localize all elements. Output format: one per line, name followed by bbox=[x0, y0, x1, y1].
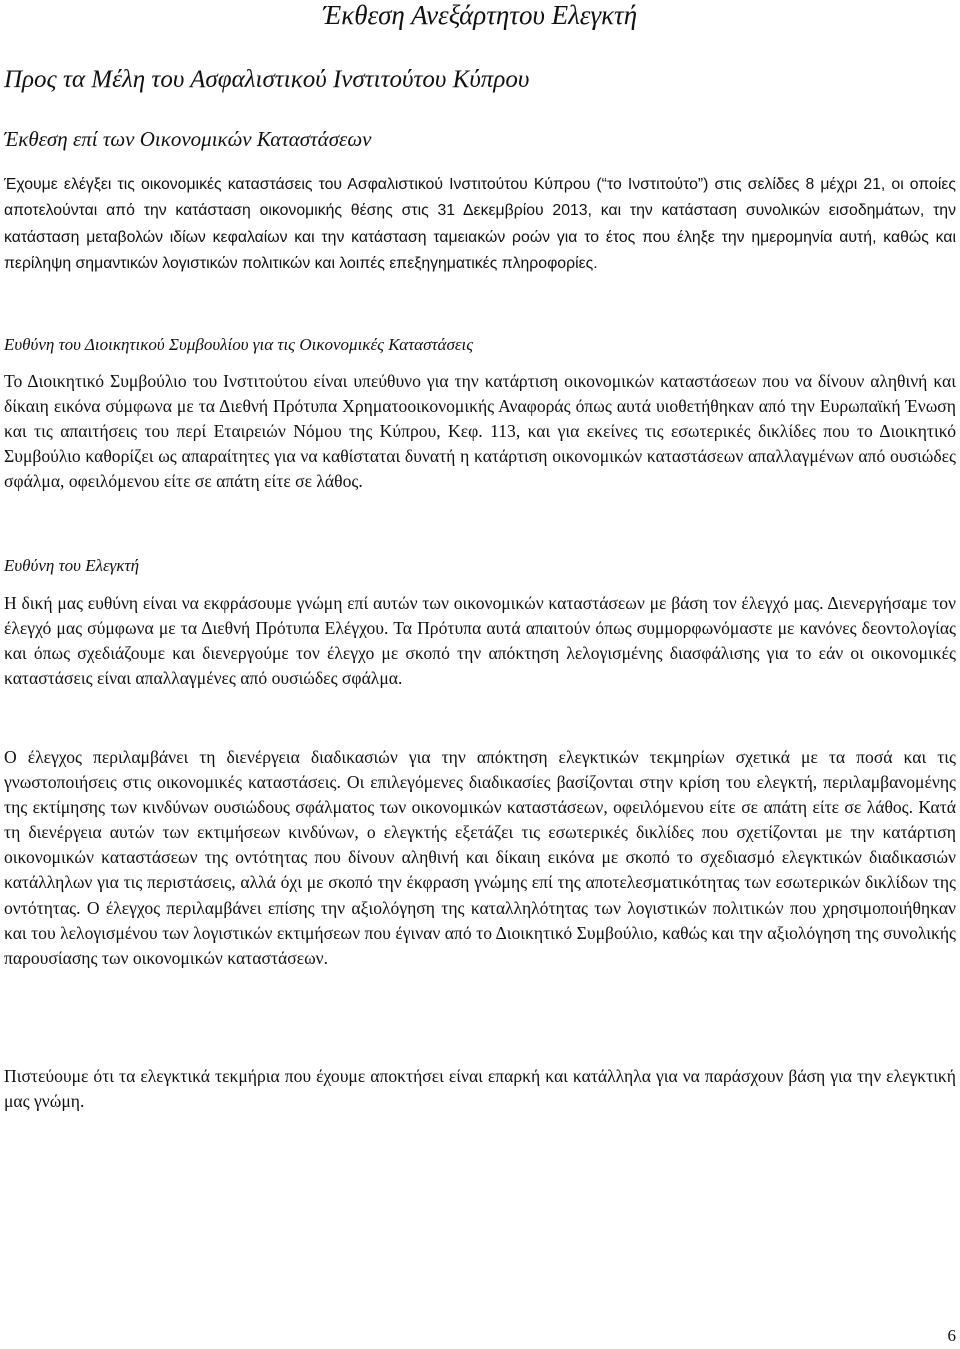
page-number: 6 bbox=[947, 1326, 956, 1345]
financial-statements-heading: Έκθεση επί των Οικονομικών Καταστάσεων bbox=[4, 127, 372, 151]
report-title: Έκθεση Ανεξάρτητου Ελεγκτή bbox=[322, 0, 638, 30]
intro-paragraph: Έχουμε ελέγξει τις οικονομικές καταστάσεις του Ασφαλιστικού Ινστιτούτου Κύπρου (“το Ινστιτούτο”) στις σελίδες 8 μέχρι 21, οι οποίες αποτελούνται από την κατάσταση οικονομικής θέσης στις 31 Δεκεμβρίου 2013, και την κατάσταση συνολικών εισοδημάτων, την κατάσταση μεταβολών ιδίων κεφαλαίων και την κατάσταση ταμειακών ροών για το έτος που έληξε την ημερομηνία αυτή, καθώς και περίληψη σημαντικών λογιστικών πολιτικών και λοιπές επεξηγηματικές πληροφορίες. bbox=[4, 176, 956, 273]
auditor-paragraph-2: Ο έλεγχος περιλαμβάνει τη διενέργεια διαδικασιών για την απόκτηση ελεγκτικών τεκμηρίων σχετικά με τα ποσά και τις γνωστοποιήσεις στις οικονομικές καταστάσεις. Οι επιλεγόμενες διαδικασίες βασίζονται στην κρίση του ελεγκτή, περιλαμβανομένης της εκτίμησης των κινδύνων ουσιώδους σφάλματος των οικονομικών καταστάσεων, οφειλόμενου είτε σε απάτη είτε σε λάθος. Κατά τη διενέργεια αυτών των εκτιμήσεων κινδύνων, ο ελεγκτής εξετάζει τις εσωτερικές δικλίδες που σχετίζονται με την κατάρτιση οικονομικών καταστάσεων της οντότητας που δίνουν αληθινή και δίκαιη εικόνα με σκοπό το σχεδιασμό ελεγκτικών διαδικασιών κατάλληλων για τις περιστάσεις, αλλά όχι με σκοπό την έκφραση γνώμης επί της αποτελεσματικότητας των εσωτερικών δικλίδων της οντότητας. Ο έλεγχος περιλαμβάνει επίσης την αξιολόγηση της καταλληλότητας των λογιστικών πολιτικών που χρησιμοποιήθηκαν και του λελογισμένου των λογιστικών εκτιμήσεων που έγιναν από το Διοικητικό Συμβούλιο, καθώς και την αξιολόγηση της συνολικής παρουσίασης των οικονομικών καταστάσεων. bbox=[4, 747, 956, 968]
board-responsibility-paragraph: Το Διοικητικό Συμβούλιο του Ινστιτούτου είναι υπεύθυνο για την κατάρτιση οικονομικών καταστάσεων που να δίνουν αληθινή και δίκαιη εικόνα σύμφωνα με τα Διεθνή Πρότυπα Χρηματοοικονομικής Αναφοράς όπως αυτά υιοθετήθηκαν από την Ευρωπαϊκή Ένωση και τις απαιτήσεις του περί Εταιρειών Νόμου της Κύπρου, Κεφ. 113, και για εκείνες τις εσωτερικές δικλίδες που το Διοικητικό Συμβούλιο καθορίζει ως απαραίτητες για να καθίσταται δυνατή η κατάρτιση οικονομικών καταστάσεων απαλλαγμένων από ουσιώδες σφάλμα, οφειλόμενου είτε σε απάτη είτε σε λάθος. bbox=[4, 371, 956, 492]
auditor-paragraph-3: Πιστεύουμε ότι τα ελεγκτικά τεκμήρια που έχουμε αποκτήσει είναι επαρκή και κατάλληλα για να παράσχουν βάση για την ελεγκτική μας γνώμη. bbox=[4, 1066, 956, 1112]
board-responsibility-heading: Ευθύνη του Διοικητικού Συμβουλίου για τις Οικονομικές Καταστάσεις bbox=[4, 335, 474, 354]
addressee-heading: Προς τα Μέλη του Ασφαλιστικού Ινστιτούτου Κύπρου bbox=[4, 66, 530, 93]
auditor-paragraph-1: Η δική μας ευθύνη είναι να εκφράσουμε γνώμη επί αυτών των οικονομικών καταστάσεων με βάση τον έλεγχό μας. Διενεργήσαμε τον έλεγχό μας σύμφωνα με τα Διεθνή Πρότυπα Ελέγχου. Τα Πρότυπα αυτά απαιτούν όπως συμμορφωνόμαστε με κανόνες δεοντολογίας και όπως σχεδιάζουμε και διενεργούμε τον έλεγχο με σκοπό την απόκτηση λελογισμένης διασφάλισης για το εάν οι οικονομικές καταστάσεις είναι απαλλαγμένες από ουσιώδες σφάλμα. bbox=[4, 593, 956, 689]
auditor-responsibility-heading: Ευθύνη του Ελεγκτή bbox=[4, 556, 140, 575]
